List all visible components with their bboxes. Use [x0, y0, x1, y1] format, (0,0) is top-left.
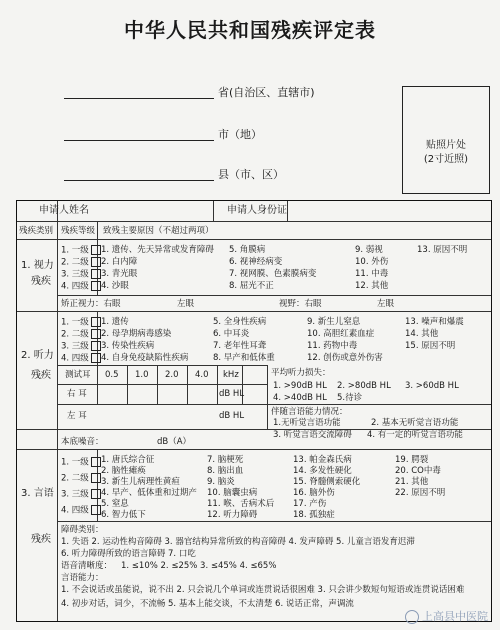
- comm-4: 4. 有一定的听觉言语功能: [367, 430, 463, 440]
- visual-field-left: 左眼: [377, 299, 395, 309]
- checkbox-icon[interactable]: [91, 457, 101, 467]
- vision-level-label: 1. 一级: [61, 245, 89, 256]
- ability-label: 言语能力：: [61, 573, 104, 583]
- speech-cause-item[interactable]: 11. 喉、舌病术后: [207, 499, 275, 509]
- comm-1: 1.无听觉言语功能: [273, 418, 341, 428]
- applicant-name-label: 申请人姓名: [39, 205, 89, 216]
- left-ear-unit: dB HL: [219, 411, 245, 421]
- speech-level-3[interactable]: [61, 489, 101, 500]
- hearing-cause-item[interactable]: 9. 新生儿窒息: [307, 317, 361, 327]
- applicant-id-label: 申请人身份证: [227, 205, 287, 216]
- hearing-cause-item[interactable]: 10. 高胆红素血症: [307, 329, 375, 339]
- vision-cause-item[interactable]: 7. 视网膜、色素膜病变: [229, 269, 317, 279]
- vision-cause-item[interactable]: 6. 视神经病变: [229, 257, 283, 267]
- freq-2: 2.0: [165, 370, 179, 380]
- vision-level-2[interactable]: [61, 257, 101, 268]
- hearing-cause-item[interactable]: 5. 全身性疾病: [213, 317, 267, 327]
- county-label: 县（市、区）: [218, 168, 284, 181]
- right-ear-label: 右 耳: [67, 389, 87, 399]
- hearing-level-2[interactable]: [61, 329, 101, 340]
- clarity-label: 语音清晰度：: [61, 561, 113, 571]
- speech-cause-item[interactable]: 18. 孤独症: [293, 510, 335, 520]
- checkbox-icon[interactable]: [91, 505, 101, 515]
- freq-unit: kHz: [223, 370, 239, 380]
- city-line[interactable]: [64, 124, 214, 141]
- photo-size: (2寸近照): [423, 154, 469, 165]
- speech-cause-item[interactable]: 10. 脑囊虫病: [207, 488, 258, 498]
- hearing-level-label: 2. 二级: [61, 329, 89, 340]
- hearing-level-4[interactable]: [61, 353, 101, 364]
- hearing-label: 2. 听力: [21, 350, 54, 361]
- speech-cause-item[interactable]: 4. 早产、低体重和过期产: [101, 488, 197, 498]
- checkbox-icon[interactable]: [91, 281, 101, 291]
- photo-label: 贴照片处: [426, 140, 466, 151]
- hearing-level-label: 3. 三级: [61, 341, 89, 352]
- watermark-text: 上高县中医院: [422, 610, 488, 623]
- vision-cause-item[interactable]: 11. 中毒: [355, 269, 389, 279]
- vision-cause-item[interactable]: 3. 青光眼: [101, 269, 138, 279]
- checkbox-icon[interactable]: [91, 489, 101, 499]
- hearing-cause-item[interactable]: 4. 自身免疫缺陷性疾病: [101, 353, 189, 363]
- hearing-cause-item[interactable]: 8. 早产和低体重: [213, 353, 275, 363]
- comm-label: 伴随言语能力情况：: [271, 407, 348, 417]
- speech-cause-item[interactable]: 2. 脑性瘫痪: [101, 466, 146, 476]
- hearing-cause-item[interactable]: 6. 中耳炎: [213, 329, 250, 339]
- vision-cause-item[interactable]: 9. 弱视: [355, 245, 383, 255]
- clarity-options: 1. ≤10% 2. ≤25% 3. ≤45% 4. ≤65%: [121, 561, 277, 571]
- freq-1: 1.0: [135, 370, 149, 380]
- checkbox-icon[interactable]: [91, 245, 101, 255]
- vision-label: 1. 视力: [21, 260, 54, 271]
- speech-level-2[interactable]: [61, 473, 101, 484]
- speech-cause-item[interactable]: 20. CO中毒: [395, 466, 441, 476]
- checkbox-icon[interactable]: [91, 269, 101, 279]
- checkbox-icon[interactable]: [91, 317, 101, 327]
- vision-cause-item[interactable]: 13. 原因不明: [417, 245, 468, 255]
- hearing-level-label: 4. 四级: [61, 353, 89, 364]
- vision-cause-item[interactable]: 8. 屈光不正: [229, 281, 274, 291]
- speech-label: 3. 言语: [21, 488, 54, 499]
- avg-loss-3: 3. >60dB HL: [405, 381, 459, 391]
- comm-3: 3. 听觉言语交流障碍: [273, 430, 352, 440]
- speech-cause-item[interactable]: 17. 产伤: [293, 499, 327, 509]
- speech-cause-item[interactable]: 3. 新生儿病理性黄疸: [101, 477, 180, 487]
- speech-cause-item[interactable]: 7. 脑梗死: [207, 455, 244, 465]
- speech-cause-item[interactable]: 1. 唐氏综合征: [101, 455, 155, 465]
- hearing-cause-item[interactable]: 11. 药物中毒: [307, 341, 358, 351]
- speech-cause-item[interactable]: 22. 原因不明: [395, 488, 446, 498]
- form-title: 中华人民共和国残疾评定表: [124, 18, 376, 42]
- level-header: 残疾等级: [61, 226, 96, 236]
- speech-level-1[interactable]: [61, 457, 101, 468]
- hearing-cause-item[interactable]: 7. 老年性耳聋: [213, 341, 267, 351]
- checkbox-icon[interactable]: [91, 329, 101, 339]
- vision-cause-item[interactable]: 12. 其他: [355, 281, 389, 291]
- noise-unit: dB（A）: [157, 437, 192, 447]
- speech-cause-item[interactable]: 8. 脑出血: [207, 466, 244, 476]
- vision-level-3[interactable]: [61, 269, 101, 280]
- hearing-level-3[interactable]: [61, 341, 101, 352]
- speech-level-label: 4. 四级: [61, 505, 89, 516]
- comm-2: 2. 基本无听觉言语功能: [371, 418, 459, 428]
- speech-cause-item[interactable]: 16. 脑外伤: [293, 488, 335, 498]
- photo-box[interactable]: [402, 86, 490, 194]
- vision-cause-item[interactable]: 1. 遗传、先天异常或发育障碍: [101, 245, 214, 255]
- disorder-label: 障碍类别：: [61, 525, 104, 535]
- visual-field-label: 视野：右眼: [279, 299, 322, 309]
- vision-cause-item[interactable]: 10. 外伤: [355, 257, 389, 267]
- speech-cause-item[interactable]: 9. 脑炎: [207, 477, 235, 487]
- right-ear-unit: dB HL: [219, 389, 245, 399]
- speech-cause-item[interactable]: 6. 智力低下: [101, 510, 146, 520]
- province-line[interactable]: [64, 82, 214, 99]
- vision-level-1[interactable]: [61, 245, 101, 256]
- freq-3: 4.0: [195, 370, 209, 380]
- cause-header: 致残主要原因（不超过两项）: [103, 226, 214, 236]
- assessment-table: [16, 200, 492, 622]
- avg-loss-2: 2. >80dB HL: [337, 381, 391, 391]
- avg-loss-1: 1. >90dB HL: [273, 381, 327, 391]
- speech-label-2: 残疾: [31, 534, 51, 545]
- hearing-label-2: 残疾: [31, 370, 51, 381]
- freq-0: 0.5: [105, 370, 119, 380]
- speech-cause-item[interactable]: 13. 帕金森氏病: [293, 455, 352, 465]
- hearing-cause-item[interactable]: 14. 其他: [405, 329, 439, 339]
- vision-level-label: 3. 三级: [61, 269, 89, 280]
- speech-cause-item[interactable]: 15. 脊髓侧索硬化: [293, 477, 361, 487]
- speech-cause-item[interactable]: 14. 多发性硬化: [293, 466, 352, 476]
- watermark: [405, 608, 488, 624]
- checkbox-icon[interactable]: [91, 257, 101, 267]
- hearing-cause-item[interactable]: 3. 传染性疾病: [101, 341, 155, 351]
- disorders-line-1: 1. 失语 2. 运动性构音障碍 3. 器官结构异常所致的构音障碍 4. 发声障碍 5. 儿童言语发育迟滞: [61, 537, 415, 547]
- hearing-cause-item[interactable]: 13. 噪声和爆震: [405, 317, 464, 327]
- hearing-cause-item[interactable]: 12. 创伤或意外伤害: [307, 353, 383, 363]
- disorders-line-2: 6. 听力障碍所致的语言障碍 7. 口吃: [61, 549, 196, 559]
- corrected-left-eye: 左眼: [177, 299, 195, 309]
- speech-level-4[interactable]: [61, 505, 101, 516]
- speech-level-label: 3. 三级: [61, 489, 89, 500]
- test-ear-label: 测试耳: [65, 370, 91, 380]
- vision-label-2: 残疾: [31, 276, 51, 287]
- checkbox-icon[interactable]: [91, 341, 101, 351]
- left-ear-label: 左 耳: [67, 411, 87, 421]
- avg-loss-5: 5.待诊: [337, 393, 363, 403]
- category-header: 残疾类别: [19, 226, 54, 236]
- ability-line-2: 4. 初步对话，词少，不流畅 5. 基本上能交谈，不太清楚 6. 说话正常，声调流: [61, 599, 354, 609]
- hearing-level-1[interactable]: [61, 317, 101, 328]
- speech-cause-item[interactable]: 21. 其他: [395, 477, 429, 487]
- speech-cause-item[interactable]: 5. 窒息: [101, 499, 129, 509]
- hearing-cause-item[interactable]: 1. 遗传: [101, 317, 129, 327]
- hearing-level-label: 1. 一级: [61, 317, 89, 328]
- vision-cause-item[interactable]: 4. 沙眼: [101, 281, 129, 291]
- speech-cause-item[interactable]: 12. 听力障碍: [207, 510, 258, 520]
- avg-loss-4: 4. >40dB HL: [273, 393, 327, 403]
- avg-loss-label: 平均听力损失：: [271, 368, 331, 378]
- ability-line-1: 1. 不会说话或虽能说，说不出 2. 只会说几个单词或连贯说话很困难 3. 只会讲少数短句短语或连贯说话困难: [61, 585, 465, 595]
- vision-level-label: 4. 四级: [61, 281, 89, 292]
- city-label: 市（地）: [218, 128, 262, 141]
- vision-level-4[interactable]: [61, 281, 101, 292]
- checkbox-icon[interactable]: [91, 353, 101, 363]
- county-line[interactable]: [64, 164, 214, 181]
- noise-label: 本底噪音：: [61, 437, 104, 447]
- speech-level-label: 2. 二级: [61, 473, 89, 484]
- speech-cause-item[interactable]: 19. 腭裂: [395, 455, 429, 465]
- province-label: 省(自治区、直辖市): [218, 86, 315, 99]
- checkbox-icon[interactable]: [91, 473, 101, 483]
- wechat-icon: [405, 610, 419, 624]
- vision-level-label: 2. 二级: [61, 257, 89, 268]
- vision-cause-item[interactable]: 2. 白内障: [101, 257, 138, 267]
- hearing-cause-item[interactable]: 15. 原因不明: [405, 341, 456, 351]
- vision-cause-item[interactable]: 5. 角膜病: [229, 245, 266, 255]
- speech-level-label: 1. 一级: [61, 457, 89, 468]
- corrected-vision-label: 矫正视力：右眼: [61, 299, 121, 309]
- hearing-cause-item[interactable]: 2. 母孕期病毒感染: [101, 329, 172, 339]
